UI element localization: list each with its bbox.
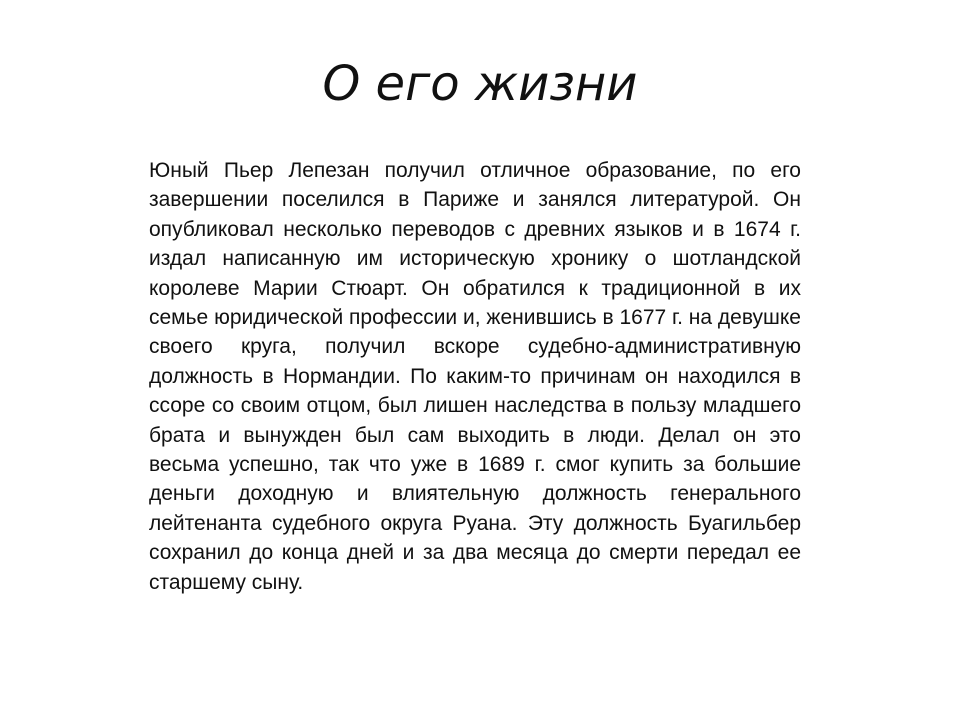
- slide-title: О его жизни: [322, 56, 638, 112]
- slide-body-text: Юный Пьер Лепезан получил отличное образование, по его завершении поселился в Париже и занялся литературой. Он опубликовал несколько переводов с древних языков и в 1674 г. издал написанную им историческую хронику о шотландской королеве Марии Стюарт. Он обратился к традиционной в их семье юридической профессии и, женившись в 1677 г. на девушке своего круга, получил вскоре судебно-административную должность в Нормандии. По каким-то причинам он находился в ссоре со своим отцом, был лишен наследства в пользу младшего брата и вынужден был сам выходить в люди. Делал он это весьма успешно, так что уже в 1689 г. смог купить за большие деньги доходную и влиятельную должность генерального лейтенанта судебного округа Руана. Эту должность Буагильбер сохранил до конца дней и за два месяца до смерти передал ее старшему сыну.: [149, 159, 801, 594]
